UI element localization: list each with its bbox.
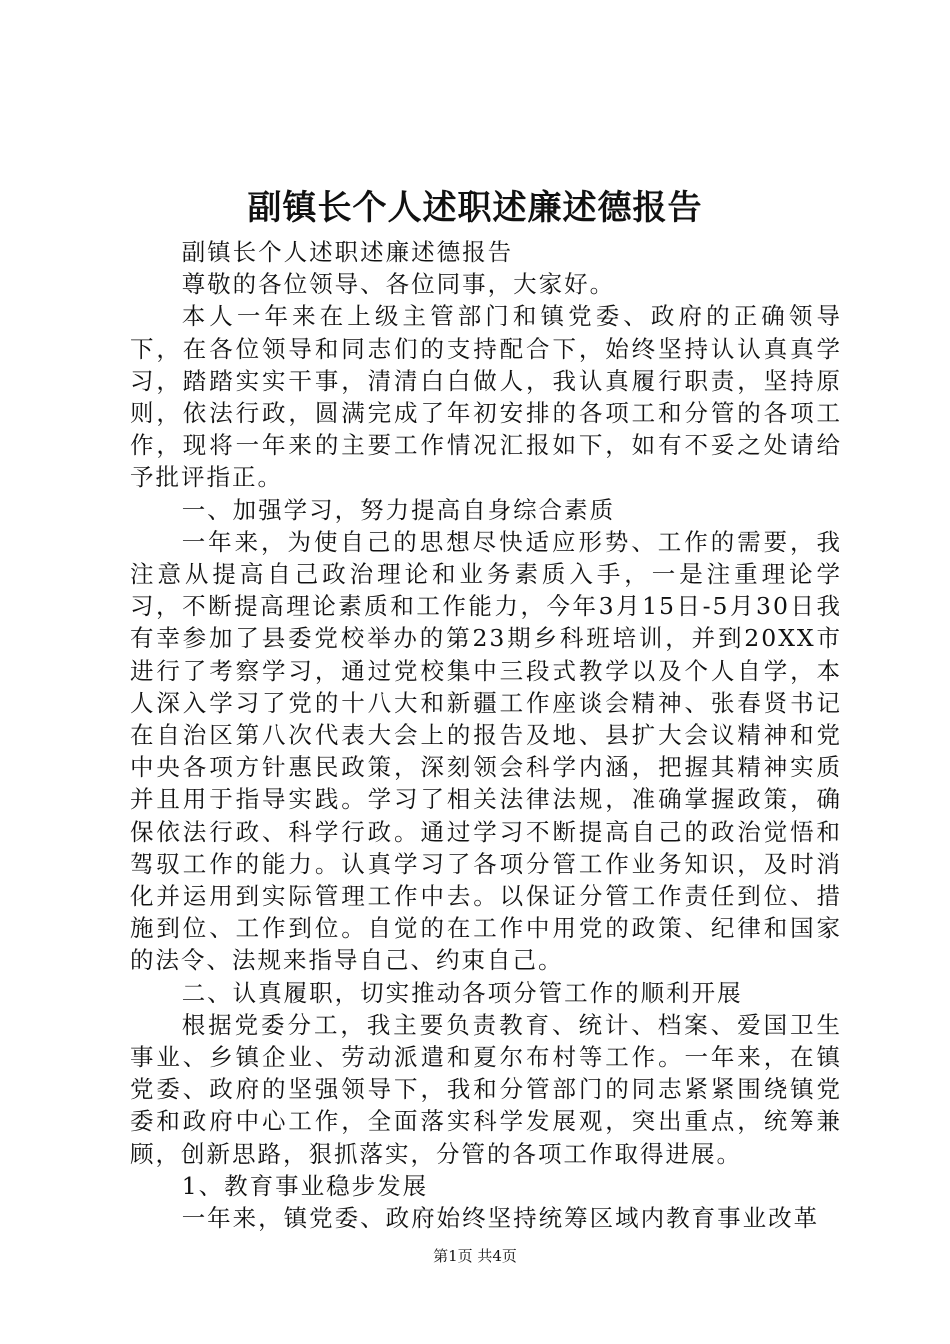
page-number-footer: 第1页 共4页 [433,1247,517,1265]
paragraph-greeting: 尊敬的各位领导、各位同事，大家好。 [181,270,616,299]
paragraph-subtitle: 副镇长个人述职述廉述德报告 [181,238,514,266]
paragraph-study: 一年来，为使自己的思想尽快适应形势、工作的需要，我注意从提高自己政治理论和业务素质入手，一是注重理论学习，不断提高理论素质和工作能力，今年3月15日-5月30日我有幸参加了县委党校举办的第23期乡科班培训，并到20XX市进行了考察学习，通过党校集中三段式教学以及个人自学，本人深入学习了党的十八大和新疆工作座谈会精神、张春贤书记在自治区第八次代表大会上的报告及地、县扩大会议精神和党中央各项方针惠民政策，深刻领会科学内涵，把握其精神实质并且用于指导实践。学习了相关法律法规，准确掌握政策，确保依法行政、科学行政。通过学习不断提高自己的政治觉悟和驾驭工作的能力。认真学习了各项分管工作业务知识，及时消化并运用到实际管理工作中去。以保证分管工作责任到位、措施到位、工作到位。自觉的在工作中用党的政策、纪律和国家的法令、法规来指导自己、约束自己。 [130,527,842,975]
document-title: 副镇长个人述职述廉述德报告 [247,188,703,228]
document-body [130,236,842,1234]
paragraph-intro: 本人一年来在上级主管部门和镇党委、政府的正确领导下，在各位领导和同志们的支持配合下，始终坚持认认真真学习，踏踏实实干事，清清白白做人，我认真履行职责，坚持原则，依法行政，圆满完成了年初安排的各项工和分管的各项工作，现将一年来的主要工作情况汇报如下，如有不妥之处请给予批评指正。 [130,302,842,492]
paragraph-duties: 根据党委分工，我主要负责教育、统计、档案、爱国卫生事业、乡镇企业、劳动派遣和夏尔布村等工作。一年来，在镇党委、政府的坚强领导下，我和分管部门的同志紧紧围绕镇党委和政府中心工作，全面落实科学发展观，突出重点，统筹兼顾，创新思路，狠抓落实，分管的各项工作取得进展。 [130,1010,842,1168]
section-heading-2: 二、认真履职，切实推动各项分管工作的顺利开展 [181,978,743,1007]
paragraph-education: 一年来，镇党委、政府始终坚持统筹区域内教育事业改革 [181,1204,820,1233]
subsection-heading-1: 1、教育事业稳步发展 [181,1171,429,1200]
section-heading-1: 一、加强学习，努力提高自身综合素质 [181,495,616,524]
